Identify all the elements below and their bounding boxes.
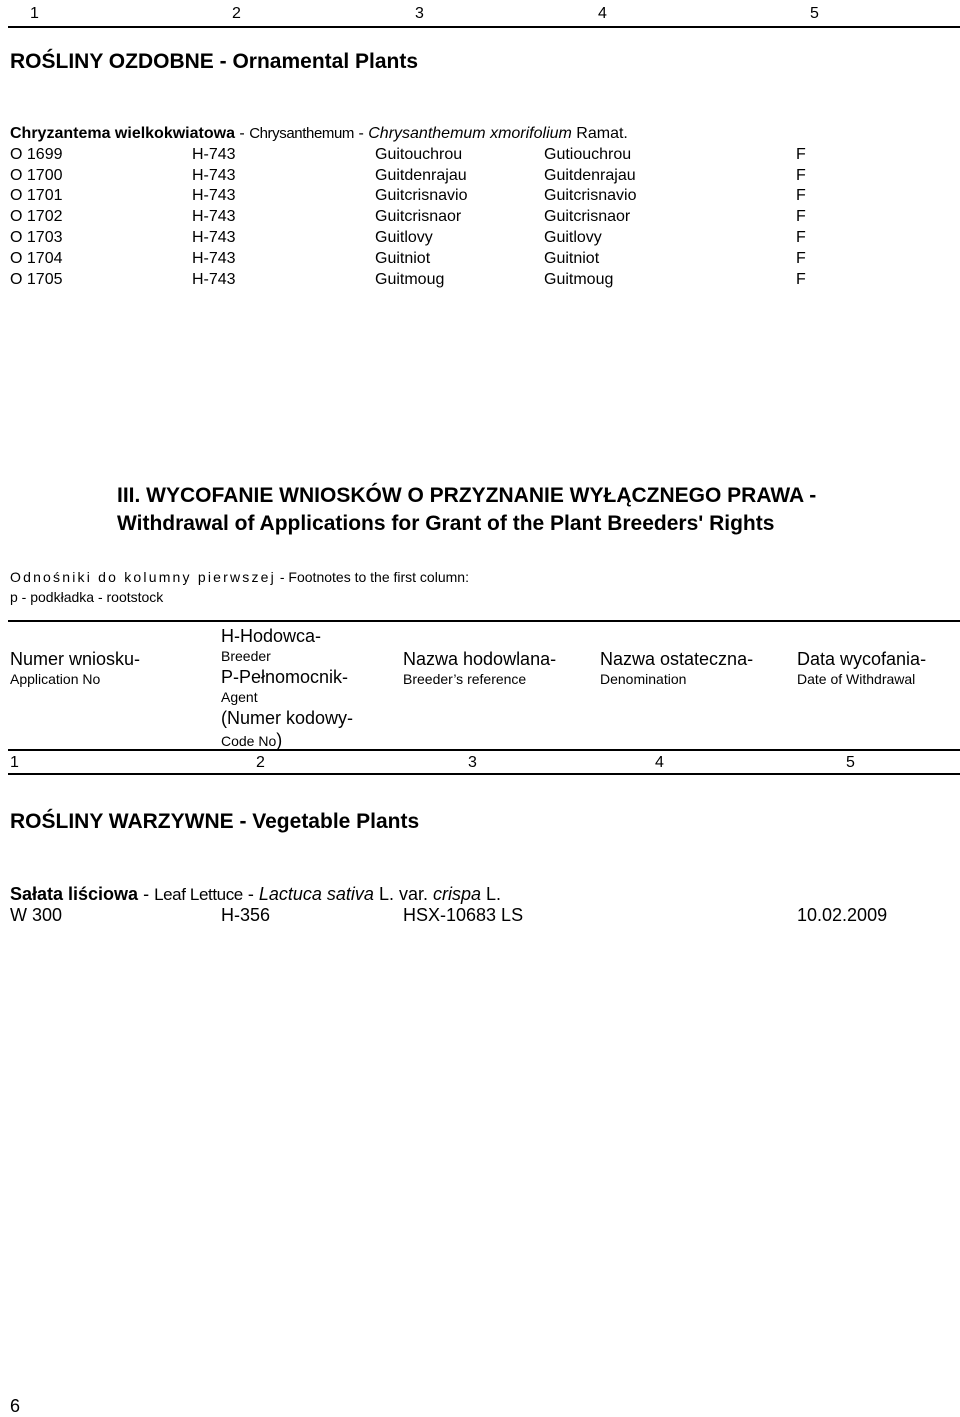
header-agent-pl: P-Pełnomocnik- bbox=[221, 667, 349, 687]
page-number: 6 bbox=[10, 1396, 21, 1416]
species-latin-name: Chrysanthemum xmorifolium bbox=[368, 125, 572, 142]
column-number: 4 bbox=[655, 754, 664, 771]
withdrawal-title-polish: III. WYCOFANIE WNIOSKÓW O PRZYZNANIE WYŁĄCZNEGO PRAWA - bbox=[117, 484, 817, 507]
column-number: 5 bbox=[846, 754, 855, 771]
species-separator: - bbox=[354, 125, 369, 142]
species-polish-name: Chryzantema wielkokwiatowa bbox=[10, 125, 235, 142]
species-english-name: Leaf Lettuce bbox=[154, 885, 243, 904]
code-letter: F bbox=[796, 229, 806, 246]
column-number: 2 bbox=[232, 5, 241, 22]
breeder-reference: Guitcrisnavio bbox=[375, 187, 468, 204]
application-number: O 1701 bbox=[10, 187, 63, 204]
code-letter: F bbox=[796, 167, 806, 184]
species-author: Ramat. bbox=[571, 125, 628, 142]
header-withdrawal-date-en: Date of Withdrawal bbox=[797, 671, 916, 687]
header-application-no-en: Application No bbox=[10, 671, 101, 687]
breeder-reference: Guitdenrajau bbox=[375, 167, 467, 184]
application-number: O 1704 bbox=[10, 250, 63, 267]
breeder-reference: HSX-10683 LS bbox=[403, 905, 524, 925]
code-letter: F bbox=[796, 187, 806, 204]
breeder-code: H-356 bbox=[221, 905, 271, 925]
breeder-code: H-743 bbox=[192, 229, 236, 246]
column-number: 1 bbox=[10, 754, 19, 771]
header-breeder-reference-en: Breeder’s reference bbox=[403, 671, 527, 687]
denomination: Guitcrisnavio bbox=[544, 187, 637, 204]
species-separator: - bbox=[242, 884, 259, 904]
header-code-en-line bbox=[221, 731, 282, 751]
breeder-reference: Guitlovy bbox=[375, 229, 433, 246]
table-header-top-rule bbox=[8, 620, 960, 622]
header-code-pl: (Numer kodowy- bbox=[221, 708, 354, 728]
section-title-ornamental: ROŚLINY OZDOBNE - Ornamental Plants bbox=[10, 50, 419, 73]
withdrawal-title-english: Withdrawal of Applications for Grant of the Plant Breeders' Rights bbox=[117, 512, 775, 535]
footnote-item: p - podkładka - rootstock bbox=[10, 589, 164, 605]
application-number: O 1703 bbox=[10, 229, 63, 246]
table-header-bottom-rule bbox=[8, 749, 960, 751]
species-variety: crispa bbox=[432, 884, 481, 904]
species-line-ornamental bbox=[10, 124, 628, 144]
header-denomination-pl: Nazwa ostateczna- bbox=[600, 649, 754, 669]
species-author: L. var. bbox=[373, 884, 433, 904]
species-separator: - bbox=[138, 884, 155, 904]
application-number: O 1702 bbox=[10, 208, 63, 225]
species-polish-name: Sałata liściowa bbox=[10, 884, 139, 904]
header-breeder-en: Breeder bbox=[221, 648, 271, 664]
header-breeder-reference-pl: Nazwa hodowlana- bbox=[403, 649, 557, 669]
breeder-code: H-743 bbox=[192, 146, 236, 163]
section-title-vegetable: ROŚLINY WARZYWNE - Vegetable Plants bbox=[10, 810, 420, 833]
application-number: W 300 bbox=[10, 905, 63, 925]
header-code-en: Code No bbox=[221, 733, 277, 749]
header-denomination-en: Denomination bbox=[600, 671, 687, 687]
code-letter: F bbox=[796, 271, 806, 288]
column-number: 2 bbox=[256, 754, 265, 771]
column-number: 1 bbox=[30, 5, 39, 22]
column-number: 3 bbox=[415, 5, 424, 22]
application-number: O 1699 bbox=[10, 146, 63, 163]
application-number: O 1700 bbox=[10, 167, 63, 184]
code-letter: F bbox=[796, 208, 806, 225]
breeder-code: H-743 bbox=[192, 187, 236, 204]
breeder-code: H-743 bbox=[192, 250, 236, 267]
species-author: L. bbox=[480, 884, 501, 904]
breeder-code: H-743 bbox=[192, 271, 236, 288]
header-breeder-pl: H-Hodowca- bbox=[221, 626, 322, 646]
header-agent-en: Agent bbox=[221, 689, 258, 705]
header-divider bbox=[8, 26, 960, 28]
species-english-name: Chrysanthemum bbox=[249, 125, 355, 142]
footnote-polish: Odnośniki do kolumny pierwszej bbox=[10, 569, 276, 585]
footnote-line bbox=[10, 568, 469, 586]
breeder-reference: Guitniot bbox=[375, 250, 431, 267]
code-letter: F bbox=[796, 250, 806, 267]
application-number: O 1705 bbox=[10, 271, 63, 288]
denomination: Guitniot bbox=[544, 250, 600, 267]
denomination: Guitdenrajau bbox=[544, 167, 636, 184]
withdrawal-date: 10.02.2009 bbox=[797, 905, 888, 925]
breeder-code: H-743 bbox=[192, 167, 236, 184]
header-withdrawal-date-pl: Data wycofania- bbox=[797, 649, 927, 669]
denomination: Gutiouchrou bbox=[544, 146, 632, 163]
footnote-english: - Footnotes to the first column: bbox=[275, 569, 469, 585]
breeder-reference: Guitmoug bbox=[375, 271, 445, 288]
denomination: Guitmoug bbox=[544, 271, 614, 288]
species-line-vegetable bbox=[10, 883, 501, 906]
code-letter: F bbox=[796, 146, 806, 163]
species-separator: - bbox=[234, 125, 250, 142]
breeder-reference: Guitcrisnaor bbox=[375, 208, 462, 225]
header-application-no-pl: Numer wniosku- bbox=[10, 649, 141, 669]
denomination: Guitlovy bbox=[544, 229, 602, 246]
column-number: 3 bbox=[468, 754, 477, 771]
column-numbers-rule bbox=[8, 773, 960, 775]
column-number: 4 bbox=[598, 5, 607, 22]
breeder-code: H-743 bbox=[192, 208, 236, 225]
column-number: 5 bbox=[810, 5, 819, 22]
header-code-close: ) bbox=[276, 730, 283, 750]
breeder-reference: Guitouchrou bbox=[375, 146, 463, 163]
species-latin-name: Lactuca sativa bbox=[258, 884, 374, 904]
denomination: Guitcrisnaor bbox=[544, 208, 631, 225]
